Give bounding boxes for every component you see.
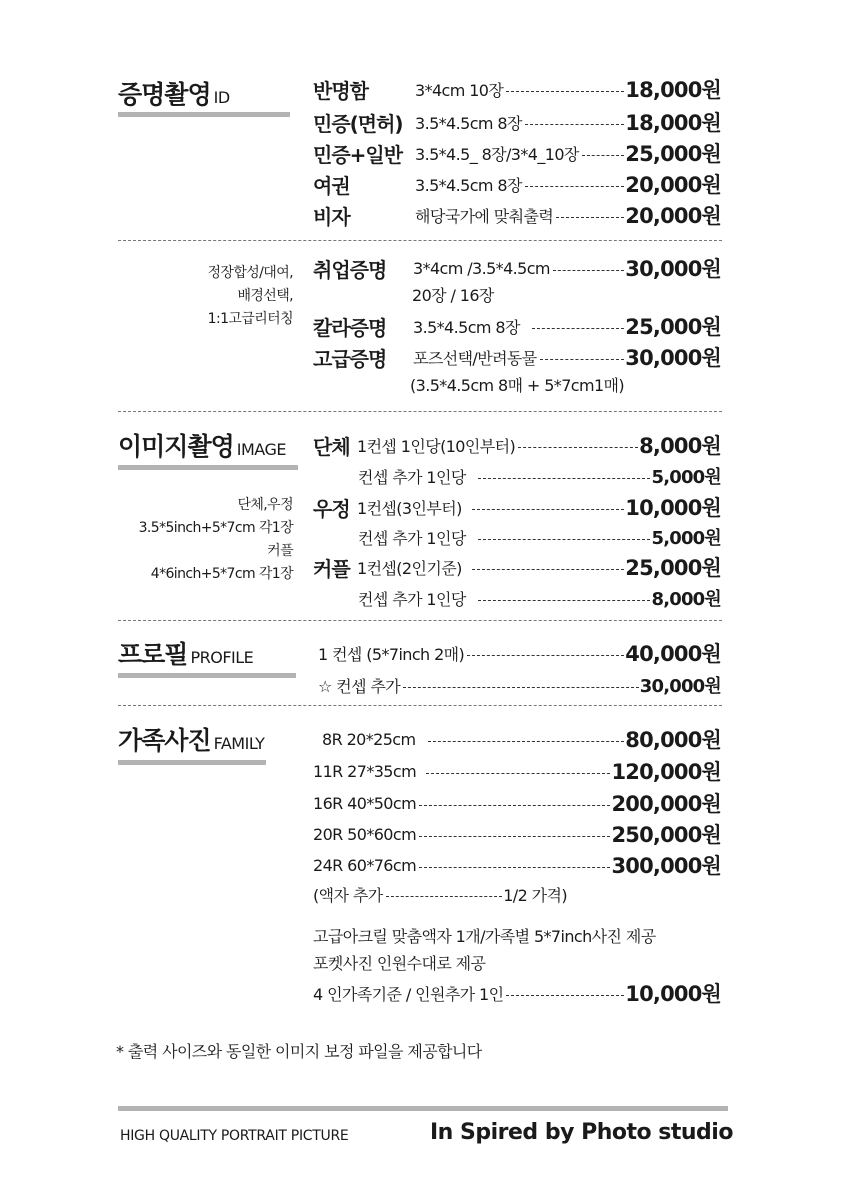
price-row-20r: 20R 50*60cm 250,000원 (313, 823, 721, 847)
frame-note: (액자 추가 1/2 가격) (313, 885, 567, 905)
studio-name: In Spired by Photo studio (430, 1120, 733, 1145)
price-row-couple-extra: 컨셉 추가 1인당 8,000원 (358, 589, 721, 610)
price-row-group-extra: 컨셉 추가 1인당 5,000원 (358, 467, 721, 488)
job-id-sub: 20장 / 16장 (412, 286, 494, 305)
price-row-passport: 여권 3.5*4.5cm 8장 20,000원 (313, 173, 721, 198)
price-row-job-id: 취업증명 3*4cm /3.5*4.5cm 30,000원 (313, 257, 721, 282)
section-underline (118, 112, 290, 117)
price-row-24r: 24R 60*76cm 300,000원 (313, 854, 721, 878)
price-row-profile: 1 컨셉 (5*7inch 2매) 40,000원 (318, 642, 721, 666)
price-row-couple: 커플 1컨셉(2인기준) 25,000원 (313, 556, 721, 581)
family-info-line: 고급아크릴 맞춤액자 1개/가족별 5*7inch사진 제공 (313, 927, 656, 946)
section-divider (118, 705, 722, 706)
section-title-image: 이미지촬영 IMAGE (118, 432, 286, 461)
job-notes: 정장합성/대여, 배경선택, 1:1고급리터칭 (207, 265, 293, 327)
section-title-family: 가족사진 FAMILY (118, 726, 265, 755)
price-row-premium-id: 고급증명 포즈선택/반려동물 30,000원 (313, 346, 721, 371)
premium-id-sub: (3.5*4.5cm 8매 + 5*7cm1매) (410, 376, 625, 395)
price-row-half-id: 반명함 3*4cm 10장 18,000원 (313, 78, 721, 103)
price-row-friends: 우정 1컨셉(3인부터) 10,000원 (313, 496, 721, 521)
section-divider (118, 411, 722, 412)
footer-rule (118, 1106, 728, 1111)
price-row-friends-extra: 컨셉 추가 1인당 5,000원 (358, 528, 721, 549)
section-underline (118, 673, 296, 678)
family-info-line: 포켓사진 인원수대로 제공 (313, 954, 486, 973)
footer-tagline: HIGH QUALITY PORTRAIT PICTURE (120, 1128, 349, 1144)
price-row-group: 단체 1컨셉 1인당(10인부터) 8,000원 (313, 434, 721, 459)
price-row-color-id: 칼라증명 3.5*4.5cm 8장 25,000원 (313, 315, 721, 340)
price-row-16r: 16R 40*50cm 200,000원 (313, 792, 721, 816)
price-row-resident-id: 민증(면허) 3.5*4.5cm 8장 18,000원 (313, 111, 721, 136)
price-row-8r: 8R 20*25cm 80,000원 (322, 728, 721, 752)
price-row-visa: 비자 해당국가에 맞춰출력 20,000원 (313, 204, 721, 229)
section-title-id: 증명촬영 ID (118, 80, 230, 109)
section-divider (118, 620, 722, 621)
section-title-profile: 프로필 PROFILE (118, 640, 254, 669)
footnote: * 출력 사이즈와 동일한 이미지 보정 파일을 제공합니다 (116, 1042, 482, 1061)
image-notes: 단체,우정 3.5*5inch+5*7cm 각1장 커플 4*6inch+5*7cm 각1장 (138, 497, 293, 582)
price-row-extra-person: 4 인가족기준 / 인원추가 1인 10,000원 (313, 982, 721, 1006)
price-row-profile-extra: ☆ 컨셉 추가 30,000원 (318, 676, 721, 697)
section-divider (118, 240, 722, 241)
price-row-resident-general: 민증+일반 3.5*4.5_ 8장/3*4_10장 25,000원 (313, 142, 721, 167)
section-underline (118, 465, 298, 470)
price-row-11r: 11R 27*35cm 120,000원 (313, 760, 721, 784)
section-underline (118, 760, 266, 765)
